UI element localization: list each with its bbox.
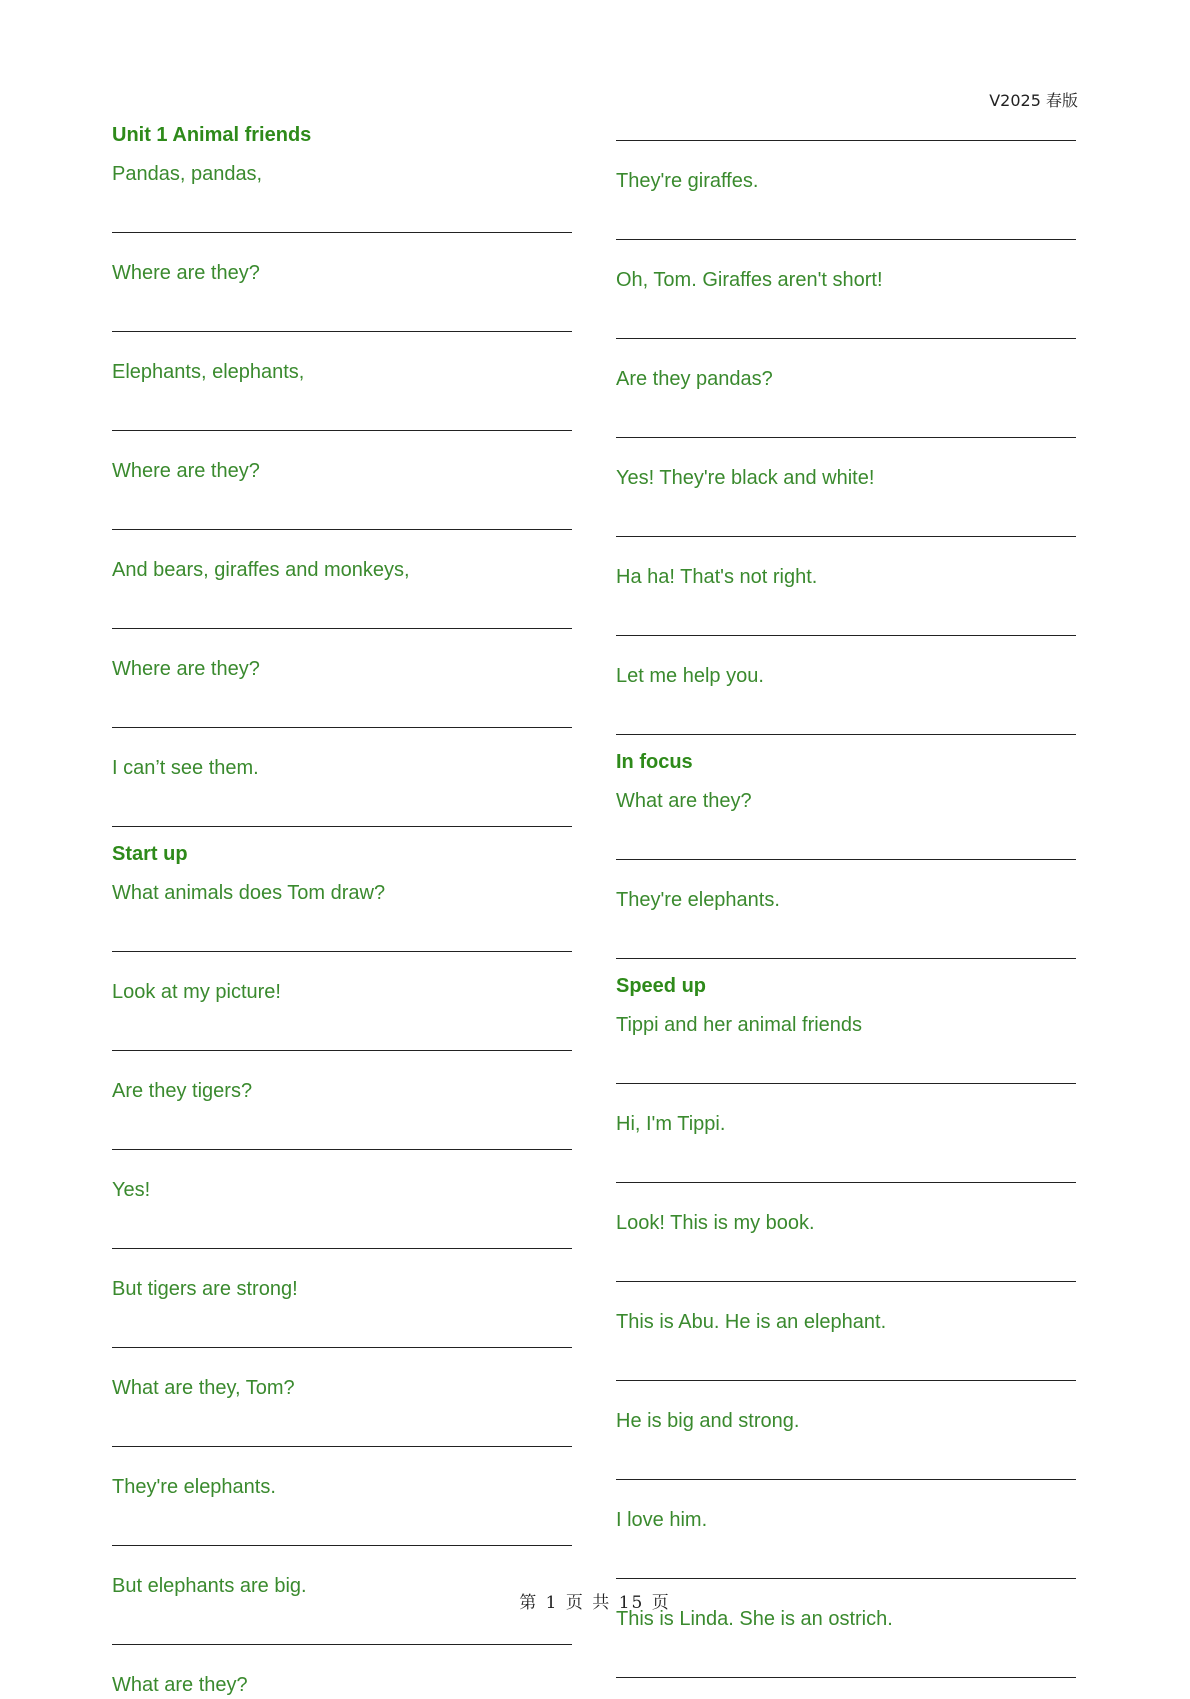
sentence-text: This is Linda. She is an ostrich.: [616, 1608, 893, 1630]
answer-blank-line[interactable]: [616, 437, 1076, 438]
answer-blank-line[interactable]: [616, 1281, 1076, 1282]
answer-blank-line[interactable]: [112, 1446, 572, 1447]
answer-blank-line[interactable]: [112, 331, 572, 332]
answer-blank-line[interactable]: [616, 734, 1076, 735]
answer-blank-line[interactable]: [112, 1149, 572, 1150]
answer-blank-line[interactable]: [616, 1578, 1076, 1579]
answer-blank-line[interactable]: [112, 1545, 572, 1546]
answer-blank-line[interactable]: [112, 1347, 572, 1348]
section-heading: Unit 1 Animal friends: [112, 124, 312, 146]
section-heading: Speed up: [616, 975, 707, 997]
answer-blank-line[interactable]: [616, 859, 1076, 860]
sentence-text: Where are they?: [112, 262, 260, 284]
left-column: [112, 120, 572, 1699]
answer-blank-line[interactable]: [112, 727, 572, 728]
answer-blank-line[interactable]: [616, 1479, 1076, 1480]
section-heading: Start up: [112, 843, 188, 865]
sentence-text: Where are they?: [112, 460, 260, 482]
page-footer: 第 1 页 共 15 页: [519, 1593, 671, 1613]
answer-blank-line[interactable]: [616, 1380, 1076, 1381]
answer-blank-line[interactable]: [112, 826, 572, 827]
answer-blank-line[interactable]: [112, 430, 572, 431]
sentence-text: This is Abu. He is an elephant.: [616, 1311, 887, 1333]
sentence-text: But elephants are big.: [112, 1575, 307, 1597]
sentence-text: Are they pandas?: [616, 368, 773, 390]
answer-blank-line[interactable]: [112, 1644, 572, 1645]
answer-blank-line[interactable]: [616, 1677, 1076, 1678]
answer-blank-line[interactable]: [112, 1050, 572, 1051]
sentence-text: Yes!: [112, 1179, 151, 1201]
sentence-text: They're giraffes.: [616, 170, 759, 192]
sentence-text: Yes! They're black and white!: [616, 467, 875, 489]
sentence-text: Where are they?: [112, 658, 260, 680]
answer-blank-line[interactable]: [112, 232, 572, 233]
answer-blank-line[interactable]: [112, 529, 572, 530]
sentence-text: What are they?: [616, 790, 752, 812]
answer-blank-line[interactable]: [616, 140, 1076, 141]
sentence-text: Pandas, pandas,: [112, 163, 263, 185]
sentence-text: Let me help you.: [616, 665, 764, 687]
sentence-text: He is big and strong.: [616, 1410, 800, 1432]
sentence-text: But tigers are strong!: [112, 1278, 298, 1300]
sentence-text: What are they?: [112, 1674, 248, 1696]
sentence-text: Elephants, elephants,: [112, 361, 305, 383]
sentence-text: Ha ha! That's not right.: [616, 566, 818, 588]
answer-blank-line[interactable]: [616, 635, 1076, 636]
section-heading: In focus: [616, 751, 693, 773]
sentence-text: Oh, Tom. Giraffes aren't short!: [616, 269, 883, 291]
answer-blank-line[interactable]: [616, 536, 1076, 537]
sentence-text: They're elephants.: [616, 889, 780, 911]
right-column: [616, 122, 1076, 1678]
sentence-text: What are they, Tom?: [112, 1377, 295, 1399]
sentence-text: Look! This is my book.: [616, 1212, 815, 1234]
answer-blank-line[interactable]: [112, 1248, 572, 1249]
sentence-text: I can’t see them.: [112, 757, 259, 779]
answer-blank-line[interactable]: [112, 951, 572, 952]
sentence-text: Hi, I'm Tippi.: [616, 1113, 726, 1135]
answer-blank-line[interactable]: [616, 1182, 1076, 1183]
sentence-text: What animals does Tom draw?: [112, 882, 386, 904]
sentence-text: They're elephants.: [112, 1476, 276, 1498]
sentence-text: Tippi and her animal friends: [616, 1014, 863, 1036]
sentence-text: And bears, giraffes and monkeys,: [112, 559, 410, 581]
answer-blank-line[interactable]: [112, 628, 572, 629]
answer-blank-line[interactable]: [616, 958, 1076, 959]
sentence-text: I love him.: [616, 1509, 708, 1531]
answer-blank-line[interactable]: [616, 338, 1076, 339]
sentence-text: Look at my picture!: [112, 981, 281, 1003]
answer-blank-line[interactable]: [616, 239, 1076, 240]
sentence-text: Are they tigers?: [112, 1080, 253, 1102]
answer-blank-line[interactable]: [616, 1083, 1076, 1084]
version-label: V2025 春版: [989, 91, 1078, 110]
